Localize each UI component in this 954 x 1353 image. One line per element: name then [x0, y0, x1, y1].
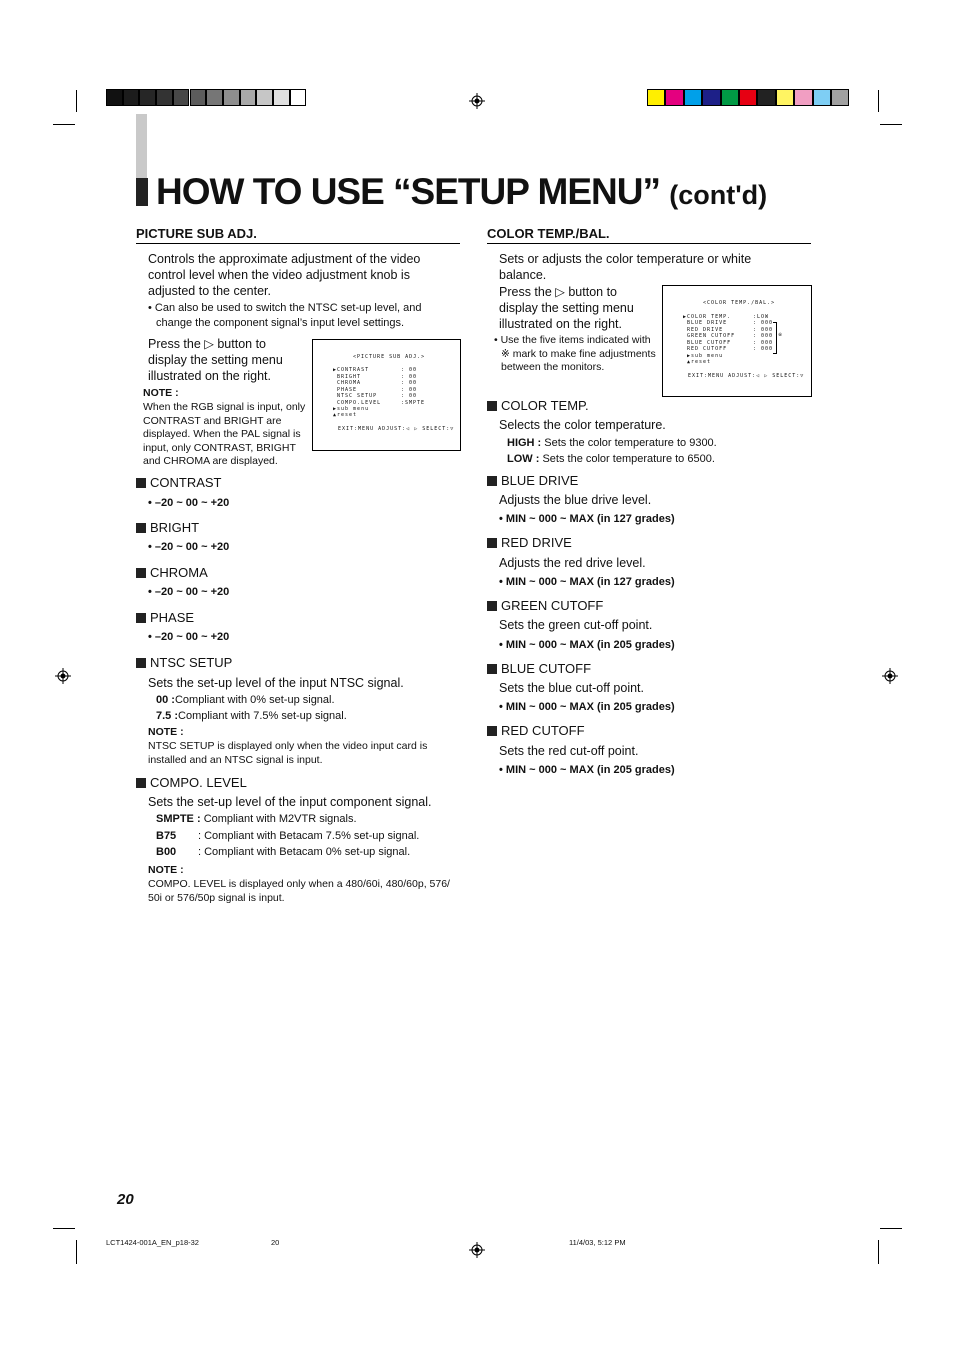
option-value: : Compliant with Betacam 7.5% set-up signal. [198, 830, 420, 842]
item-heading-red-cutoff [487, 723, 585, 738]
osd-title: <PICTURE SUB ADJ.> [353, 354, 426, 360]
crop-mark [878, 90, 879, 112]
color-swatch [190, 89, 207, 106]
left-press [148, 336, 283, 384]
crop-mark [880, 1228, 902, 1229]
osd-row-value: : 00 [401, 374, 418, 380]
osd-picture-sub-adj [312, 339, 461, 451]
crop-mark [878, 1240, 879, 1264]
item-range: • MIN ~ 000 ~ MAX (in 127 grades) [499, 576, 675, 588]
text-line: control level when the video adjustment knob is [148, 268, 410, 282]
registration-mark-icon [55, 668, 71, 684]
compo-note [148, 878, 450, 905]
item-heading-red-drive [487, 535, 572, 550]
osd-row-value: :LOW [753, 314, 770, 320]
item-heading-blue-cutoff [487, 661, 591, 676]
page-title-main: HOW TO USE “SETUP MENU” [156, 171, 660, 212]
item-heading-phase [136, 610, 194, 625]
item-range: • MIN ~ 000 ~ MAX (in 205 grades) [499, 701, 675, 713]
text-line: display the setting menu [148, 353, 283, 367]
compo-desc: Sets the set-up level of the input component signal. [148, 795, 432, 809]
osd-row-label: ▶COLOR TEMP. [683, 314, 732, 320]
crop-mark [76, 90, 77, 112]
item-heading-chroma [136, 565, 208, 580]
item-heading-color-temp [487, 398, 589, 413]
bullet-square-icon [487, 476, 497, 486]
item-desc: Sets the red cut-off point. [499, 744, 639, 758]
option-value: : Compliant with Betacam 0% set-up signal. [198, 846, 411, 858]
color-swatch [794, 89, 812, 106]
osd-row-value: : 000 [753, 346, 774, 352]
right-press [499, 284, 634, 332]
item-range: • –20 ~ 00 ~ +20 [148, 586, 230, 598]
bullet-square-icon [487, 664, 497, 674]
color-swatch [206, 89, 223, 106]
crop-mark [53, 124, 75, 125]
color-swatch [123, 89, 140, 106]
item-name: BRIGHT [150, 520, 200, 535]
osd-row-value: : 00 [401, 393, 418, 399]
osd-title: <COLOR TEMP./BAL.> [703, 300, 776, 306]
item-name: CONTRAST [150, 475, 222, 490]
osd-row-label: BRIGHT [333, 374, 362, 380]
text-line: input, only CONTRAST, BRIGHT [143, 441, 296, 454]
osd-row-value: : 000 [753, 327, 774, 333]
osd-row-label: GREEN CUTOFF [683, 333, 736, 339]
ntsc-note [148, 740, 427, 767]
color-swatch [139, 89, 156, 106]
bullet-square-icon [487, 401, 497, 411]
color-swatch [702, 89, 720, 106]
item-heading-blue-drive [487, 473, 578, 488]
option-key: SMPTE : [156, 813, 201, 825]
ntsc-desc: Sets the set-up level of the input NTSC signal. [148, 676, 404, 690]
note-label: NOTE : [143, 387, 179, 399]
footer-date: 11/4/03, 5:12 PM [569, 1238, 626, 1247]
colortemp-low [507, 453, 715, 467]
osd-footer: EXIT:MENU ADJUST:◁ ▷ SELECT:▽ [688, 373, 805, 379]
item-name: COMPO. LEVEL [150, 775, 247, 790]
crop-mark [53, 1228, 75, 1229]
bullet-square-icon [136, 568, 146, 578]
text-line: When the RGB signal is input, only [143, 401, 306, 413]
osd-row-value: : 00 [401, 387, 418, 393]
text-line: CONTRAST and BRIGHT are [143, 414, 282, 427]
option-value: Sets the color temperature to 9300. [544, 437, 717, 449]
page-title [156, 171, 767, 213]
bullet-square-icon [487, 601, 497, 611]
item-desc: Sets the blue cut-off point. [499, 681, 645, 695]
color-swatch [173, 89, 190, 106]
item-name: PHASE [150, 610, 195, 625]
text-line: displayed. When the PAL signal is [143, 428, 301, 440]
item-range: • MIN ~ 000 ~ MAX (in 127 grades) [499, 513, 675, 525]
osd-row-label: ▲reset [687, 359, 712, 365]
text-line: 50i or 576/50p signal is input. [148, 891, 285, 904]
bullet-square-icon [136, 523, 146, 533]
note-label: NOTE : [148, 864, 184, 876]
registration-mark-icon [469, 1242, 485, 1258]
osd-bracket [773, 322, 777, 354]
color-swatch [106, 89, 123, 106]
item-range: • –20 ~ 00 ~ +20 [148, 541, 230, 553]
option-value: Sets the color temperature to 6500. [542, 453, 715, 465]
text-line: ※ mark to make fine adjustments [501, 347, 656, 360]
right-bullet [494, 334, 656, 375]
osd-row-value: : 00 [401, 380, 418, 386]
option-key: HIGH : [507, 437, 542, 449]
text-line: Sets or adjusts the color temperature or white [499, 252, 752, 266]
footer-file: LCT1424-001A_EN_p18-32 [106, 1238, 199, 1247]
item-name: BLUE CUTOFF [501, 661, 592, 676]
page-title-suffix: (cont'd) [669, 180, 768, 210]
color-swatch [757, 89, 775, 106]
colortemp-high [507, 437, 717, 451]
color-swatch [739, 89, 757, 106]
osd-row-value: : 000 [753, 320, 774, 326]
registration-mark-icon [469, 93, 485, 109]
option-key: 7.5 : [156, 710, 179, 722]
section-heading-picture-sub-adj: PICTURE SUB ADJ. [136, 226, 460, 244]
color-swatch [256, 89, 273, 106]
text-line: and CHROMA are displayed. [143, 455, 278, 467]
item-range: • MIN ~ 000 ~ MAX (in 205 grades) [499, 764, 675, 776]
colortemp-desc: Selects the color temperature. [499, 418, 666, 432]
osd-row-value: : 000 [753, 340, 774, 346]
color-swatch [290, 89, 307, 106]
osd-row-label: BLUE CUTOFF [683, 340, 732, 346]
item-range: • –20 ~ 00 ~ +20 [148, 631, 230, 643]
option-key: LOW : [507, 453, 540, 465]
text-line: Controls the approximate adjustment of the video [148, 252, 421, 266]
bullet-square-icon [136, 613, 146, 623]
item-heading-ntsc-setup [136, 655, 232, 670]
text-line: between the monitors. [501, 361, 605, 373]
text-line: display the setting menu [499, 301, 634, 315]
text-line: NTSC SETUP is displayed only when the video input card is [148, 740, 428, 752]
bullet-square-icon [136, 658, 146, 668]
item-name: RED DRIVE [501, 535, 572, 550]
osd-row-label: ▶sub menu [687, 353, 724, 359]
osd-row-value: : 000 [753, 333, 774, 339]
item-name: NTSC SETUP [150, 655, 233, 670]
color-swatch [273, 89, 290, 106]
color-swatch [776, 89, 794, 106]
text-line: COMPO. LEVEL is displayed only when a 480/60i, 480/60p, 576/ [148, 878, 450, 890]
item-name: RED CUTOFF [501, 723, 585, 738]
item-name: COLOR TEMP. [501, 398, 589, 413]
note-label: NOTE : [148, 726, 184, 738]
compo-option-smpte [156, 813, 357, 827]
item-heading-compo-level [136, 775, 247, 790]
item-heading-bright [136, 520, 199, 535]
section-heading-color-temp-bal: COLOR TEMP./BAL. [487, 226, 811, 244]
color-swatch [665, 89, 683, 106]
bullet-square-icon [487, 538, 497, 548]
text-line: • Can also be used to switch the NTSC set-up level, and [148, 302, 422, 314]
osd-row-label: ▲reset [333, 412, 358, 418]
item-name: CHROMA [150, 565, 208, 580]
item-range: • MIN ~ 000 ~ MAX (in 205 grades) [499, 639, 675, 651]
text-line: illustrated on the right. [148, 369, 271, 383]
option-value: Compliant with 7.5% set-up signal. [178, 710, 347, 722]
option-key: 00 : [156, 694, 175, 706]
bullet-square-icon [487, 726, 497, 736]
color-swatch [240, 89, 257, 106]
item-desc: Adjusts the red drive level. [499, 556, 646, 570]
item-heading-green-cutoff [487, 598, 603, 613]
text-line: illustrated on the right. [499, 317, 622, 331]
left-bullet [148, 301, 422, 331]
osd-row-label: ▶sub menu [333, 406, 370, 412]
title-marker [136, 178, 148, 206]
osd-row-label: ▶CONTRAST [333, 367, 370, 373]
item-desc: Adjusts the blue drive level. [499, 493, 652, 507]
option-key: B75 [156, 830, 177, 842]
crop-mark [880, 124, 902, 125]
left-intro [148, 251, 420, 299]
footer-page: 20 [271, 1238, 280, 1247]
osd-row-label: PHASE [333, 387, 358, 393]
text-line: adjusted to the center. [148, 284, 272, 298]
item-name: BLUE DRIVE [501, 473, 579, 488]
osd-row-label: RED DRIVE [683, 327, 724, 333]
osd-row-label: BLUE DRIVE [683, 320, 728, 326]
option-key: B00 [156, 846, 177, 858]
registration-mark-icon [882, 668, 898, 684]
osd-row-label: NTSC SETUP [333, 393, 378, 399]
osd-footer: EXIT:MENU ADJUST:◁ ▷ SELECT:▽ [338, 426, 455, 432]
item-range: • –20 ~ 00 ~ +20 [148, 497, 230, 509]
color-swatch [156, 89, 173, 106]
item-heading-contrast [136, 475, 222, 490]
crop-mark [76, 1240, 77, 1264]
ntsc-option-75 [156, 710, 347, 724]
osd-row-value: : 00 [401, 367, 418, 373]
color-swatch [831, 89, 849, 106]
text-line: installed and an NTSC signal is input. [148, 753, 323, 766]
item-name: GREEN CUTOFF [501, 598, 604, 613]
color-swatch [223, 89, 240, 106]
osd-color-temp-bal [662, 285, 812, 397]
ntsc-option-00 [156, 694, 335, 708]
color-swatch [721, 89, 739, 106]
text-line: change the component signal’s input level settings. [156, 317, 405, 329]
option-value: Compliant with 0% set-up signal. [174, 694, 335, 706]
text-line: • Use the five items indicated with [494, 334, 651, 346]
option-value: Compliant with M2VTR signals. [203, 813, 357, 825]
osd-row-label: CHROMA [333, 380, 362, 386]
osd-mark-icon: ※ [778, 332, 784, 338]
text-line: Press the ▷ button to [499, 285, 618, 299]
text-line: balance. [499, 268, 547, 282]
osd-row-label: RED CUTOFF [683, 346, 728, 352]
bullet-square-icon [136, 778, 146, 788]
item-desc: Sets the green cut-off point. [499, 618, 653, 632]
color-swatch [684, 89, 702, 106]
color-swatch [647, 89, 665, 106]
osd-row-label: COMPO.LEVEL [333, 400, 382, 406]
text-line: Press the ▷ button to [148, 337, 267, 351]
page-number: 20 [117, 1191, 134, 1208]
right-intro [499, 251, 751, 283]
osd-row-value: :SMPTE [401, 400, 426, 406]
bullet-square-icon [136, 478, 146, 488]
color-swatch [813, 89, 831, 106]
left-note [143, 401, 305, 469]
